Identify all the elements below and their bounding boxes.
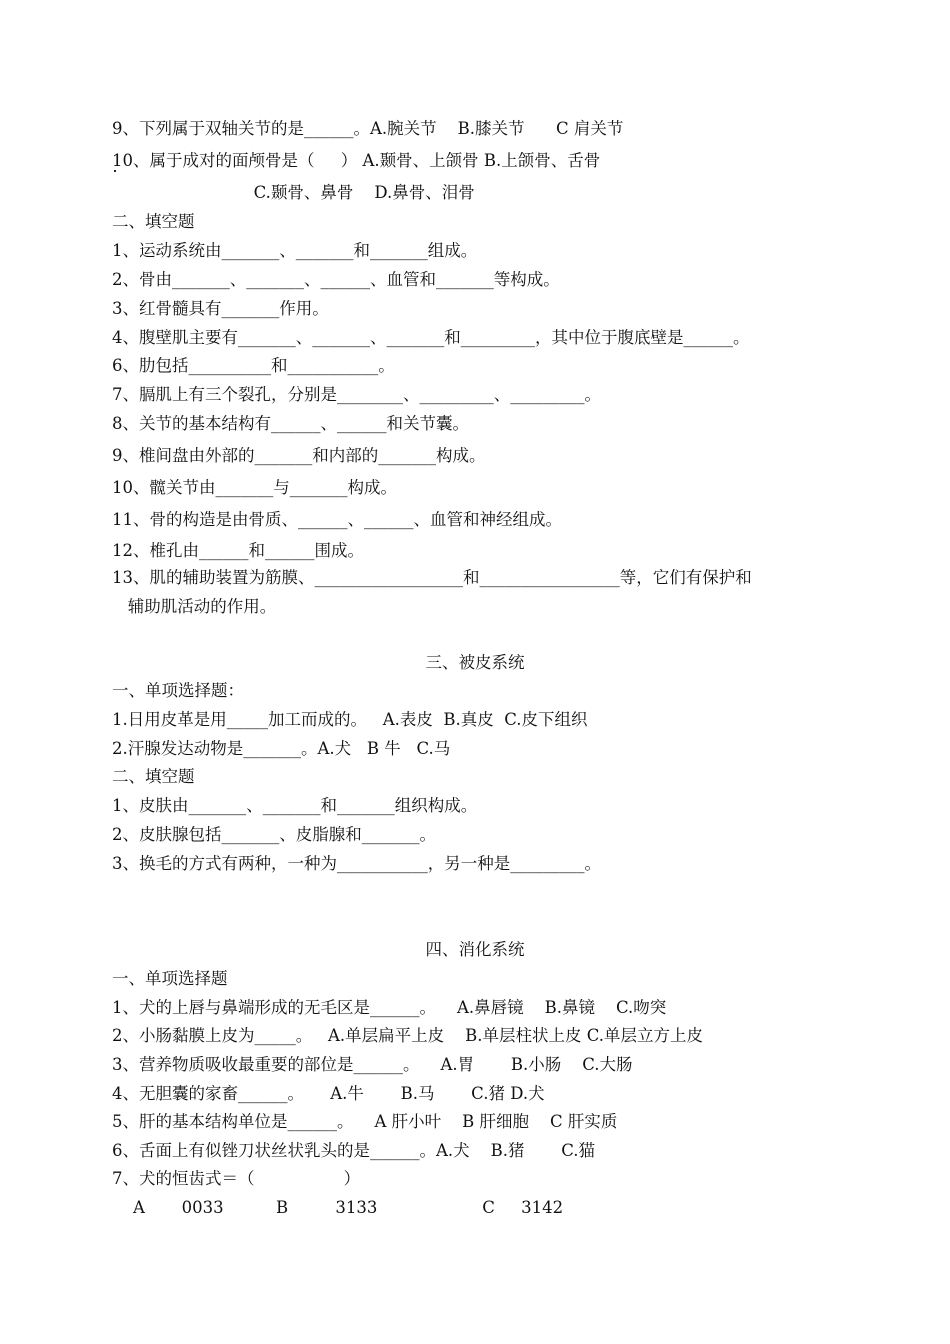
digest-2-intestine-epithelium: 2、小肠黏膜上皮为_____。 A.单层扁平上皮 B.单层柱状上皮 C.单层立方上皮 xyxy=(112,1026,704,1045)
choice-2-sweat-gland: 2.汗腺发达动物是_______。A.犬 B 牛 C.马 xyxy=(112,739,451,758)
section-single-choice-heading-2: 一、单项选择题 xyxy=(112,969,228,988)
fill-4-abdominal-muscle: 4、腹壁肌主要有_______、_______、_______和_________，其中位于腹底壁是______。 xyxy=(112,328,750,347)
fill-12-vertebral-foramen: 12、椎孔由______和______围成。 xyxy=(112,541,364,560)
question-10-facial-bone: 10、属于成对的面颅骨是（ ） A.颞骨、上颌骨 B.上颌骨、舌骨 xyxy=(112,151,601,170)
fill-11-bone-structure: 11、骨的构造是由骨质、______、______、血管和神经组成。 xyxy=(112,510,562,529)
digest-7-options: A 0033 B 3133 C 3142 xyxy=(112,1198,564,1217)
fill-8-joint-structure: 8、关节的基本结构有______、______和关节囊。 xyxy=(112,414,469,433)
digest-1-muzzle: 1、犬的上唇与鼻端形成的无毛区是______。 A.鼻唇镜 B.鼻镜 C.吻突 xyxy=(112,998,667,1017)
choice-1-leather: 1.日用皮革是用_____加工而成的。 A.表皮 B.真皮 C.皮下组织 xyxy=(112,710,588,729)
fill-13-muscle-aux: 13、肌的辅助装置为筋膜、__________________和_________________等，它们有保护和 xyxy=(112,568,752,587)
fill-skin-glands: 2、皮肤腺包括_______、皮脂腺和_______。 xyxy=(112,825,436,844)
fill-3-red-marrow: 3、红骨髓具有_______作用。 xyxy=(112,299,329,318)
fill-7-diaphragm: 7、膈肌上有三个裂孔，分别是________、_________、_________。 xyxy=(112,385,601,404)
fill-10-hip-joint: 10、髋关节由_______与_______构成。 xyxy=(112,478,397,497)
section-fill-in-heading-2: 二、填空题 xyxy=(112,767,195,786)
fill-6-ribs: 6、肋包括__________和___________。 xyxy=(112,356,395,375)
fill-13-muscle-aux-cont: 辅助肌活动的作用。 xyxy=(112,597,277,616)
section-fill-in-heading: 二、填空题 xyxy=(112,212,195,231)
fill-1-motion-system: 1、运动系统由_______、_______和_______组成。 xyxy=(112,241,478,260)
fill-molting: 3、换毛的方式有两种，一种为___________，另一种是_________。 xyxy=(112,854,601,873)
digest-6-tongue-papillae: 6、舌面上有似锉刀状丝状乳头的是______。A.犬 B.猪 C.猫 xyxy=(112,1141,596,1160)
digest-7-dental-formula: 7、犬的恒齿式＝（ ） xyxy=(112,1169,361,1188)
fill-skin-layers: 1、皮肤由_______、_______和_______组织构成。 xyxy=(112,796,478,815)
digest-5-liver-unit: 5、肝的基本结构单位是______。 A 肝小叶 B 肝细胞 C 肝实质 xyxy=(112,1112,618,1131)
fill-9-disc: 9、椎间盘由外部的_______和内部的_______构成。 xyxy=(112,446,486,465)
section-digestive-title: 四、消化系统 xyxy=(425,940,525,959)
fill-2-bone: 2、骨由_______、_______、______、血管和_______等构成。 xyxy=(112,270,560,289)
section-integument-title: 三、被皮系统 xyxy=(425,653,525,672)
digest-3-absorption: 3、营养物质吸收最重要的部位是______。 A.胃 B.小肠 C.大肠 xyxy=(112,1055,633,1074)
question-9-joint: 9、下列属于双轴关节的是______。A.腕关节 B.膝关节 C 肩关节 xyxy=(112,119,624,138)
question-10-options-cont: C.颞骨、鼻骨 D.鼻骨、泪骨 xyxy=(112,183,475,202)
section-single-choice-heading: 一、单项选择题： xyxy=(112,681,244,700)
digest-4-no-gallbladder: 4、无胆囊的家畜______。 A.牛 B.马 C.猪 D.犬 xyxy=(112,1084,545,1103)
